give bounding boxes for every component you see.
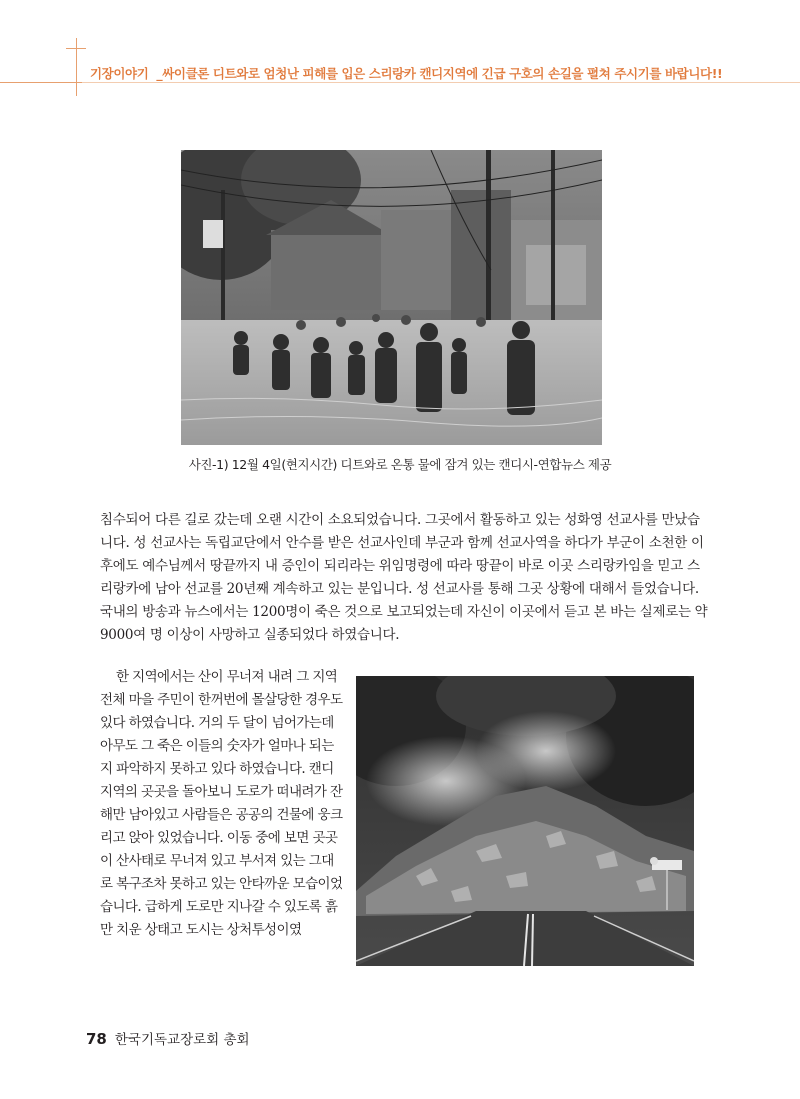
section-name: 기장이야기 xyxy=(90,66,149,81)
publisher-name: 한국기독교장로회 총회 xyxy=(114,1032,250,1048)
flood-photo xyxy=(181,150,602,445)
header-rule-right xyxy=(82,82,800,83)
photo-caption: 사진-1) 12월 4일(현지시간) 디트와로 온통 물에 잠겨 있는 캔디시-연합뉴스 제공 xyxy=(188,457,612,472)
header-rule-cross xyxy=(66,48,86,49)
body-paragraph-2: 한 지역에서는 산이 무너져 내려 그 지역 전체 마을 주민이 한꺼번에 몰살당한 경우도 있다 하였습니다. 거의 두 달이 넘어가는데 아무도 그 죽은 이들의 숫자가 얼마나 되는지 파악하지 못하고 있다 하였습니다. 캔디 지역의 곳곳을 돌아보니 도로가 떠내려가 잔해만 남아있고 사람들은 공공의 건물에 웅크리고 앉아 있었습니다. 이동 중에 보면 곳곳이 산사태로 무너져 있고 부서져 있는 그대로 복구조차 못하고 있는 안타까운 모습이었습니다. 급하게 도로만 지나갈 수 있도록 흙만 치운 상태고 도시는 상처투성이였 xyxy=(100,669,343,938)
header-rule-left xyxy=(0,82,84,83)
header-rule-vertical xyxy=(76,38,77,96)
page-footer xyxy=(86,1028,250,1048)
page-number: 78 xyxy=(86,1030,107,1048)
body-paragraph-1: 침수되어 다른 길로 갔는데 오랜 시간이 소요되었습니다. 그곳에서 활동하고 있는 성화영 선교사를 만났습니다. 성 선교사는 독립교단에서 안수를 받은 선교사인데 부군과 함께 선교사역을 하다가 부군이 소천한 이후에도 예수님께서 땅끝까지 내 증인이 되리라는 위임명령에 따라 땅끝이 바로 이곳 스리랑카임을 믿고 스리랑카에 남아 선교를 20년째 계속하고 있는 분입니다. 성 선교사를 통해 그곳 상황에 대해서 들었습니다. 국내의 방송과 뉴스에서는 1200명이 죽은 것으로 보고되었는데 자신이 이곳에서 듣고 본 바는 실제로는 약 9000여 명 이상이 사망하고 실종되었다 하였습니다. xyxy=(100,512,708,643)
landslide-photo xyxy=(356,676,694,966)
article-title: _싸이클론 디트와로 엄청난 피해를 입은 스리랑카 캔디지역에 긴급 구호의 손길을 펼쳐 주시기를 바랍니다!! xyxy=(156,66,723,81)
running-header xyxy=(90,64,790,82)
